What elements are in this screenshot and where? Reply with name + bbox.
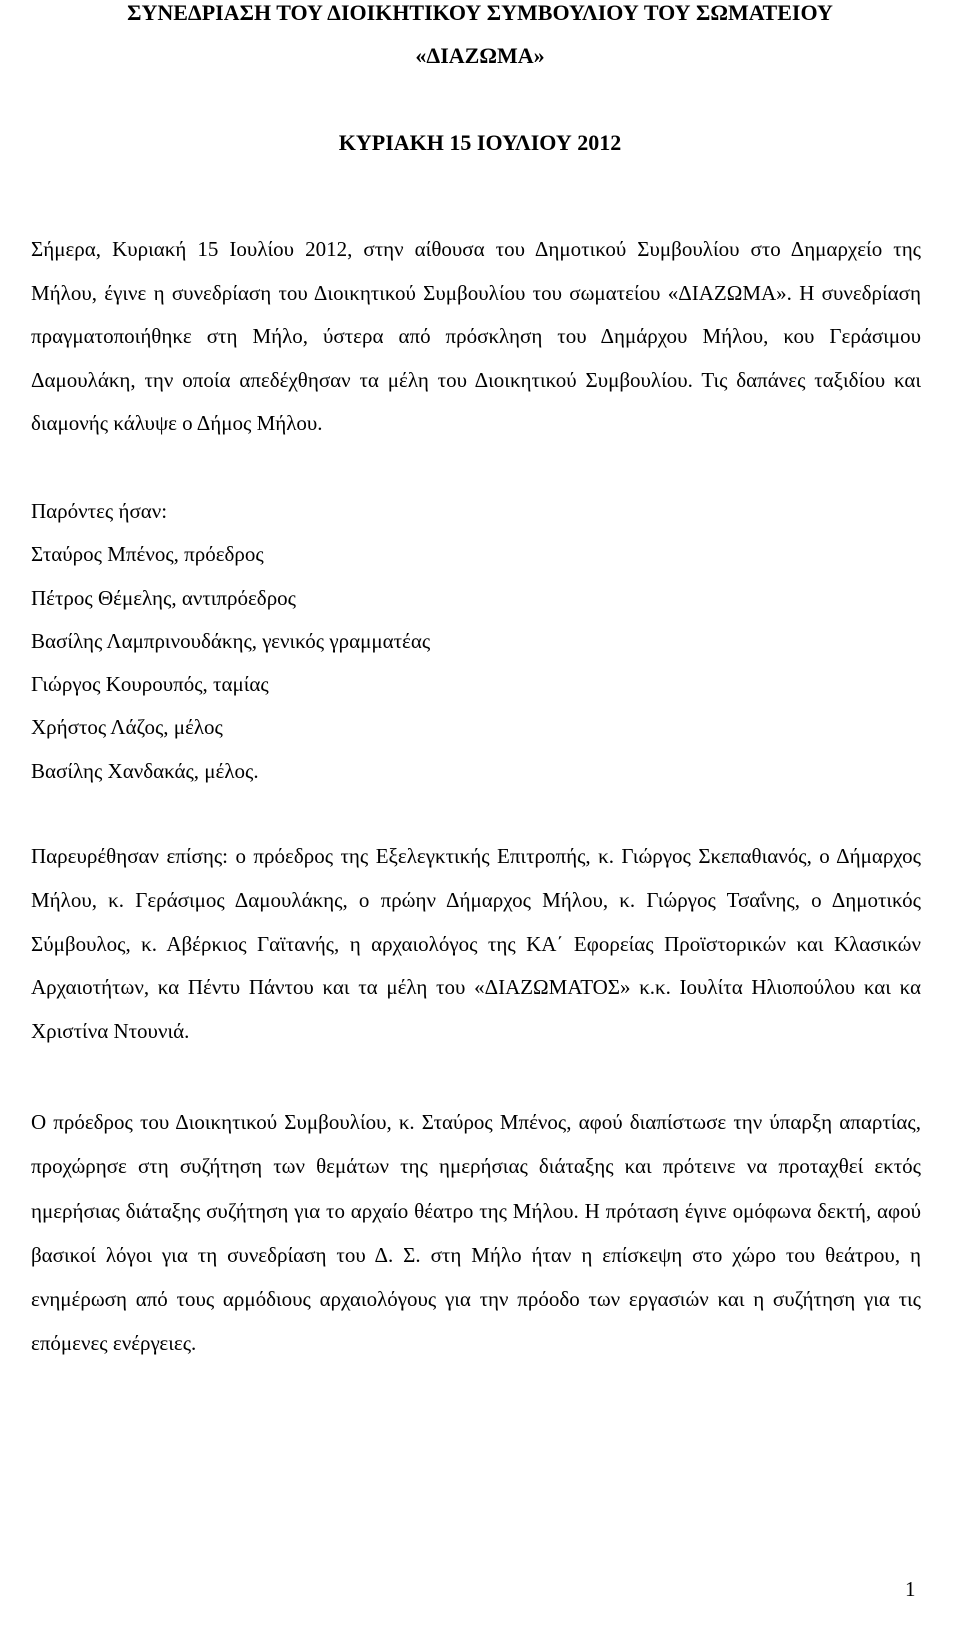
document-title: ΣΥΝΕΔΡΙΑΣΗ ΤΟΥ ΔΙΟΙΚΗΤΙΚΟΥ ΣΥΜΒΟΥΛΙΟΥ ΤΟΥ ΣΩΜΑΤΕΙΟΥ [127,0,833,25]
attendees-list [31,490,921,793]
attendee-item: Γιώργος Κουρουπός, ταμίας [31,672,269,697]
chair-statement-paragraph: Ο πρόεδρος του Διοικητικού Συμβουλίου, κ. Σταύρος Μπένος, αφού διαπίστωσε την ύπαρξη απαρτίας, προχώρησε στη συζήτηση των θεμάτων της ημερήσιας διάταξης και πρότεινε να προταχθεί εκτός ημερήσιας διάταξης συζήτηση για το αρχαίο θέατρο της Μήλου. Η πρόταση έγινε ομόφωνα δεκτή, αφού βασικοί λόγοι για τη συνεδρίαση του Δ. Σ. στη Μήλο ήταν η επίσκεψη στο χώρο του θεάτρου, η ενημέρωση από τους αρμόδιους αρχαιολόγους για την πρόοδο των εργασιών και η συζήτηση για τις επόμενες ενέργειες. [31,1110,921,1356]
attendee-item: Βασίλης Χανδακάς, μέλος. [31,758,259,783]
also-present-paragraph: Παρευρέθησαν επίσης: ο πρόεδρος της Εξελεγκτικής Επιτροπής, κ. Γιώργος Σκεπαθιανός, ο Δήμαρχος Μήλου, κ. Γεράσιμος Δαμουλάκης, ο πρώην Δήμαρχος Μήλου, κ. Γιώργος Τσαΐνης, ο Δημοτικός Σύμβουλος, κ. Αβέρκιος Γαϊτανής, η αρχαιολόγος της ΚΑ΄ Εφορείας Προϊστορικών και Κλασικών Αρχαιοτήτων, κα Πέντυ Πάντου και τα μέλη του «ΔΙΑΖΩΜΑΤΟΣ» κ.κ. Ιουλίτα Ηλιοπούλου και κα Χριστίνα Ντουνιά. [31,844,921,1044]
attendee-item: Πέτρος Θέμελης, αντιπρόεδρος [31,585,297,610]
attendee-item: Βασίλης Λαμπρινουδάκης, γενικός γραμματέας [31,628,431,653]
attendees-heading: Παρόντες ήσαν: [31,499,168,523]
attendee-item: Χρήστος Λάζος, μέλος [31,715,223,740]
association-name: «ΔΙΑΖΩΜΑ» [415,43,545,68]
intro-paragraph: Σήμερα, Κυριακή 15 Ιουλίου 2012, στην αίθουσα του Δημοτικού Συμβουλίου στο Δημαρχείο της Μήλου, έγινε η συνεδρίαση του Διοικητικού Συμβουλίου του σωματείου «ΔΙΑΖΩΜΑ». Η συνεδρίαση πραγματοποιήθηκε στη Μήλο, ύστερα από πρόσκληση του Δημάρχου Μήλου, κου Γεράσιμου Δαμουλάκη, την οποία απεδέχθησαν τα μέλη του Διοικητικού Συμβουλίου. Τις δαπάνες ταξιδίου και διαμονής κάλυψε ο Δήμος Μήλου. [31,237,921,435]
page-number: 1 [905,1577,916,1601]
meeting-date: ΚΥΡΙΑΚΗ 15 ΙΟΥΛΙΟΥ 2012 [338,130,622,155]
attendee-item: Σταύρος Μπένος, πρόεδρος [31,542,264,567]
